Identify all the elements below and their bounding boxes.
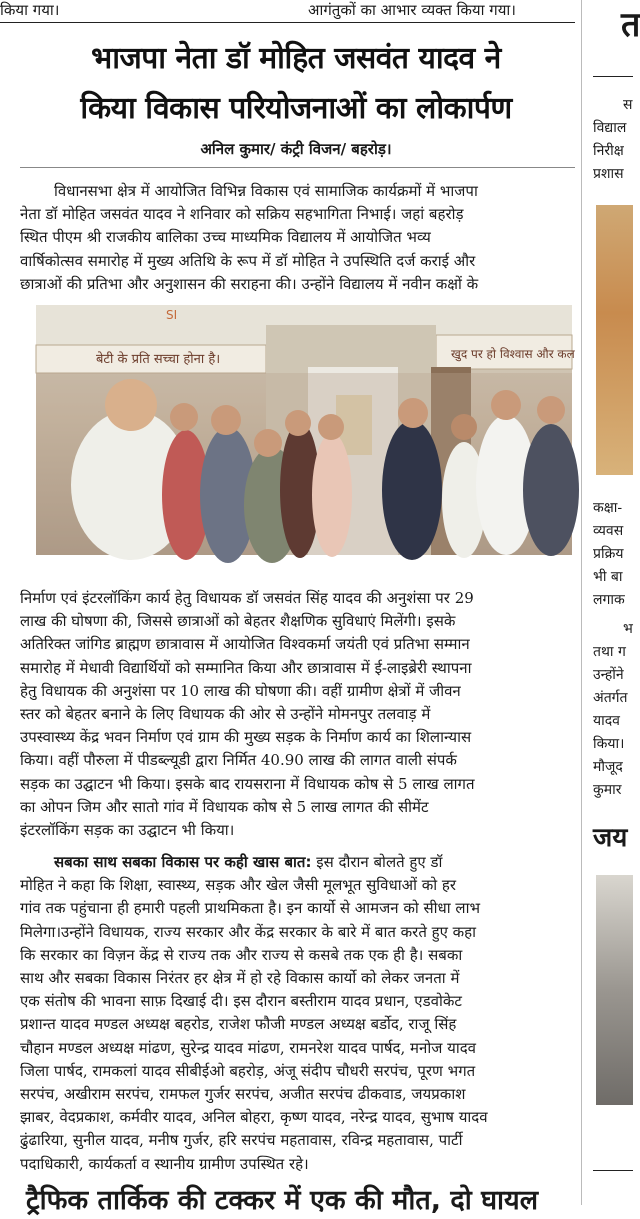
paragraph-3-line: एक संतोष की भावना साफ़ दिखाई दी। इस दौरान बस्तीराम यादव प्रधान, एडवोकेट [20,992,462,1011]
paragraph-2-line: सड़क का उद्घाटन भी किया। इसके बाद रायसराना में विधायक कोष से 5 लाख लागत [20,774,475,793]
photo-banner-right: खुद पर हो विश्वास और कल [451,347,575,361]
photo-banner-top: SI [166,308,178,322]
paragraph-1-line: वार्षिकोत्सव समारोह में मुख्य अतिथि के रूप में डॉ मोहित ने उपस्थिति दर्ज कराई और [20,251,476,270]
adjacent-headline-fragment-top: त [621,5,640,45]
paragraph-2-line: स्तर को बेहतर बनाने के लिए विधायक की ओर से उन्होंने मोमनपुर तलवाड़ में [20,705,431,724]
sidebar-bottom-divider [593,1170,633,1171]
column-divider [581,0,582,1205]
paragraph-2-line: हेतु विधायक की अनुशंसा पर 10 लाख की घोषणा की। वहीं ग्रामीण क्षेत्रों में जीवन [20,681,461,700]
paragraph-1-line: विधानसभा क्षेत्र में आयोजित विभिन्न विकास एवं सामाजिक कार्यक्रमों में भाजपा [54,182,478,200]
sidebar-line: प्रक्रिय [593,546,624,562]
paragraph-3-line [20,851,572,874]
sidebar-line: तथा ग [593,644,626,660]
paragraph-3-line: चौहान मण्डल अध्यक्ष मांढण, सुरेन्द्र यादव मांढण, रामनरेश यादव पार्षद, मनोज यादव [20,1038,477,1057]
adjacent-article [593,0,640,1205]
paragraph-1-line: छात्राओं की प्रतिभा और अनुशासन की सराहना की। उन्होंने विद्यालय में नवीन कक्षों के [20,274,479,293]
paragraph-2-line: लाख की घोषणा की, जिससे छात्राओं को बेहतर शैक्षणिक सुविधाएं मिलेंगी। इसके [20,612,456,631]
paragraph-3-line: सरपंच, अखीराम सरपंच, रामफल गुर्जर सरपंच, अजीत सरपंच ढीकवाड, जयप्रकाश [20,1085,466,1104]
top-divider [0,22,575,23]
paragraph-3-line: गांव तक पहुंचाना ही हमारी पहली प्राथमिकता है। इन कार्यो से आमजन को सीधा लाभ [20,899,481,918]
paragraph-2-line: इंटरलॉकिंग सड़क का उद्घाटन भी किया। [20,821,235,840]
sidebar-line: भी बा [593,569,623,585]
paragraph-2-line: किया। वहीं पौरुला में पीडब्ल्यूडी द्वारा निर्मित 40.90 लाख की लागत वाली संपर्क [20,751,457,770]
paragraph-3-line: मिलेगा।उन्होंने विधायक, राज्य सरकार और केंद्र सरकार के बारे में बात करते हुए कहा [20,922,477,941]
headline-line-2: किया विकास परियोजनाओं का लोकार्पण [80,91,512,126]
paragraph-3-line: मोहित ने कहा कि शिक्षा, स्वास्थ्य, सड़क और खेल जैसी मूलभूत सुविधाओं को हर [20,876,456,895]
sidebar-line: भ [623,621,633,637]
sidebar-block-3 [593,618,633,802]
sidebar-line: मौजूद [593,759,623,775]
paragraph-2 [20,587,572,842]
top-fragment-right: आगंतुकों का आभार व्यक्त किया गया। [308,1,516,19]
photo-banner-left: बेटी के प्रति सच्चा होना है। [96,352,221,367]
paragraph-3-line: ढुंढारिया, सुनील यादव, मनीष गुर्जर, हरि सरपंच महतावास, रविन्द्र महतावास, पार्टी [20,1131,463,1150]
paragraph-2-line: निर्माण एवं इंटरलॉकिंग कार्य हेतु विधायक डॉ जसवंत सिंह यादव की अनुशंसा पर 29 [20,589,474,607]
sidebar-line: व्यवस [593,523,624,539]
paragraph-2-line: अतिरिक्त जांगिड ब्राह्मण छात्रावास में आयोजित विश्वकर्मा जयंती एवं प्रतिभा सम्मान [20,635,470,654]
sidebar-block-1 [593,94,632,186]
sidebar-line: लगाक [593,592,625,608]
sidebar-line: यादव [593,713,620,729]
paragraph-2-line: का ओपन जिम और सातो गांव में विधायक कोष से 5 लाख लागत की सीमेंट [20,797,429,816]
subheading: सबका साथ सबका विकास पर कही खास बात: [54,853,312,871]
sidebar-block-2 [593,497,625,612]
paragraph-1 [20,180,572,296]
sidebar-line: उन्होंने [593,667,624,683]
paragraph-1-line: स्थित पीएम श्री राजकीय बालिका उच्च माध्यमिक विद्यालय में आयोजित भव्य [20,228,431,247]
paragraph-3-line: झाबर, वेदप्रकाश, कर्मवीर यादव, अनिल बोहरा, कृष्ण यादव, नरेन्द्र यादव, सुभाष यादव [20,1108,488,1127]
sidebar-line: स [623,97,633,113]
sidebar-line: अंतर्गत [593,690,628,706]
paragraph-3-line: जिला पार्षद, रामकलां यादव सीबीईओ बहरोड़, अंजू संदीप चौधरी सरपंच, पूरण भगत [20,1061,476,1080]
sidebar-line: प्रशास [593,166,624,182]
news-photo [36,305,575,555]
paragraph-3-first: इस दौरान बोलते हुए डॉ [311,853,443,871]
next-article-headline [0,1183,575,1216]
news-photo-illustration [36,305,575,555]
paragraph-3-line: प्रशान्त यादव मण्डल अध्यक्ष बहरोड, राजेश फौजी मण्डल अध्यक्ष बर्डोद, राजू सिंह [20,1015,457,1034]
sidebar-line: निरीक्ष [593,143,624,159]
paragraph-2-line: उपस्वास्थ्य केंद्र भवन निर्माण एवं ग्राम की मुख्य सड़क के निर्माण कार्य का शिलान्यास [20,728,472,747]
paragraph-3-line: पदाधिकारी, कार्यकर्ता व स्थानीय ग्रामीण उपस्थित रहे। [20,1154,309,1173]
sidebar-photo-1 [596,205,633,475]
sidebar-line: किया। [593,736,625,752]
paragraph-3 [20,851,572,1176]
sidebar-line: कुमार [593,782,622,798]
sidebar-divider [593,76,633,77]
paragraph-3-line: कि सरकार का विज़न केंद्र से राज्य तक और राज्य से कसबे तक एक ही है। सबका [20,945,463,964]
adjacent-headline-fragment: जय [593,823,628,853]
paragraph-3-line: साथ और सबका विकास निरंतर हर क्षेत्र में हो रहे विकास कार्यो को लेकर जनता में [20,969,460,988]
next-article-headline-text: ट्रैफिक तार्किक की टक्कर में एक की मौत, दो घायल [26,1185,539,1216]
headline-line-1: भाजपा नेता डॉ मोहित जसवंत यादव ने [91,41,501,76]
sidebar-line: विद्याल [593,120,627,136]
sidebar-photo-2 [596,875,633,1105]
paragraph-1-line: नेता डॉ मोहित जसवंत यादव ने शनिवार को सक्रिय सहभागिता निभाई। जहां बहरोड़ [20,205,464,224]
sidebar-line: कक्षा- [593,500,623,516]
paragraph-2-line: समारोह में मेधावी विद्यार्थियों को सम्मानित किया और छात्रावास में ई-लाइब्रेरी स्थापना [20,658,472,677]
byline: अनिल कुमार/ कंट्री विजन/ बहरोड़। [200,140,392,158]
byline-divider [20,167,575,168]
top-fragment-left: किया गया। [0,1,60,19]
